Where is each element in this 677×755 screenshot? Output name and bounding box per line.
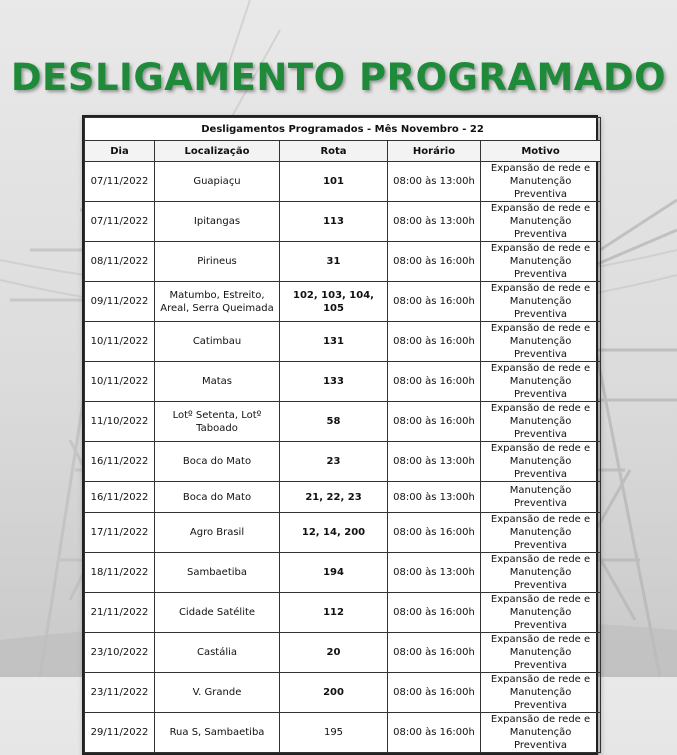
cell-dia: 08/11/2022 <box>85 242 155 282</box>
cell-rota: 194 <box>280 553 388 593</box>
table-row <box>85 482 601 513</box>
table-row <box>85 362 601 402</box>
cell-localizacao: Rua S, Sambaetiba <box>155 713 280 753</box>
page-title: DESLIGAMENTO PROGRAMADO <box>10 56 667 99</box>
cell-localizacao: V. Grande <box>155 673 280 713</box>
table-row <box>85 633 601 673</box>
cell-motivo: Expansão de rede e Manutenção Preventiva <box>481 513 601 553</box>
cell-motivo: Expansão de rede e Manutenção Preventiva <box>481 633 601 673</box>
cell-horario: 08:00 às 16:00h <box>388 673 481 713</box>
table-row <box>85 242 601 282</box>
cell-rota: 21, 22, 23 <box>280 482 388 513</box>
cell-localizacao: Ipitangas <box>155 202 280 242</box>
cell-rota: 12, 14, 200 <box>280 513 388 553</box>
column-header-horario: Horário <box>388 141 481 162</box>
cell-dia: 29/11/2022 <box>85 713 155 753</box>
cell-dia: 16/11/2022 <box>85 442 155 482</box>
cell-rota: 112 <box>280 593 388 633</box>
cell-dia: 17/11/2022 <box>85 513 155 553</box>
cell-motivo: Expansão de rede e Manutenção Preventiva <box>481 202 601 242</box>
cell-localizacao: Lotº Setenta, Lotº Taboado <box>155 402 280 442</box>
cell-dia: 10/11/2022 <box>85 362 155 402</box>
cell-rota: 20 <box>280 633 388 673</box>
cell-horario: 08:00 às 13:00h <box>388 482 481 513</box>
table-row <box>85 202 601 242</box>
cell-dia: 23/11/2022 <box>85 673 155 713</box>
schedule-table <box>82 115 598 755</box>
cell-rota: 101 <box>280 162 388 202</box>
cell-horario: 08:00 às 16:00h <box>388 362 481 402</box>
cell-motivo: Expansão de rede e Manutenção Preventiva <box>481 402 601 442</box>
cell-horario: 08:00 às 16:00h <box>388 633 481 673</box>
cell-horario: 08:00 às 16:00h <box>388 402 481 442</box>
cell-motivo: Expansão de rede e Manutenção Preventiva <box>481 242 601 282</box>
cell-localizacao: Sambaetiba <box>155 553 280 593</box>
cell-localizacao: Boca do Mato <box>155 442 280 482</box>
cell-horario: 08:00 às 13:00h <box>388 202 481 242</box>
cell-localizacao: Cidade Satélite <box>155 593 280 633</box>
cell-horario: 08:00 às 16:00h <box>388 282 481 322</box>
cell-localizacao: Boca do Mato <box>155 482 280 513</box>
cell-horario: 08:00 às 13:00h <box>388 553 481 593</box>
cell-motivo: Expansão de rede e Manutenção Preventiva <box>481 322 601 362</box>
cell-rota: 133 <box>280 362 388 402</box>
cell-rota: 131 <box>280 322 388 362</box>
table-row <box>85 553 601 593</box>
cell-rota: 31 <box>280 242 388 282</box>
cell-rota: 23 <box>280 442 388 482</box>
cell-localizacao: Matas <box>155 362 280 402</box>
cell-dia: 09/11/2022 <box>85 282 155 322</box>
cell-localizacao: Guapiaçu <box>155 162 280 202</box>
cell-motivo: Expansão de rede e Manutenção Preventiva <box>481 282 601 322</box>
column-header-rota: Rota <box>280 141 388 162</box>
cell-motivo: Expansão de rede e Manutenção Preventiva <box>481 162 601 202</box>
cell-dia: 10/11/2022 <box>85 322 155 362</box>
cell-dia: 07/11/2022 <box>85 202 155 242</box>
table-row <box>85 513 601 553</box>
cell-localizacao: Catimbau <box>155 322 280 362</box>
cell-dia: 23/10/2022 <box>85 633 155 673</box>
cell-rota: 200 <box>280 673 388 713</box>
table-row <box>85 673 601 713</box>
column-header-localizacao: Localização <box>155 141 280 162</box>
cell-dia: 07/11/2022 <box>85 162 155 202</box>
column-header-dia: Dia <box>85 141 155 162</box>
cell-rota: 195 <box>280 713 388 753</box>
cell-horario: 08:00 às 13:00h <box>388 162 481 202</box>
cell-motivo: Expansão de rede e Manutenção Preventiva <box>481 553 601 593</box>
cell-horario: 08:00 às 16:00h <box>388 713 481 753</box>
table-row <box>85 282 601 322</box>
cell-horario: 08:00 às 16:00h <box>388 322 481 362</box>
cell-rota: 58 <box>280 402 388 442</box>
cell-dia: 21/11/2022 <box>85 593 155 633</box>
cell-localizacao: Pirineus <box>155 242 280 282</box>
table-header-row <box>85 141 601 162</box>
cell-motivo: Expansão de rede e Manutenção Preventiva <box>481 713 601 753</box>
cell-localizacao: Castália <box>155 633 280 673</box>
cell-horario: 08:00 às 13:00h <box>388 442 481 482</box>
table-row <box>85 402 601 442</box>
cell-motivo: Expansão de rede e Manutenção Preventiva <box>481 362 601 402</box>
table-row <box>85 322 601 362</box>
cell-motivo: Expansão de rede e Manutenção Preventiva <box>481 673 601 713</box>
cell-dia: 11/10/2022 <box>85 402 155 442</box>
cell-dia: 16/11/2022 <box>85 482 155 513</box>
cell-motivo: Manutenção Preventiva <box>481 482 601 513</box>
cell-localizacao: Matumbo, Estreito, Areal, Serra Queimada <box>155 282 280 322</box>
cell-horario: 08:00 às 16:00h <box>388 242 481 282</box>
cell-rota: 113 <box>280 202 388 242</box>
cell-horario: 08:00 às 16:00h <box>388 593 481 633</box>
table-caption: Desligamentos Programados - Mês Novembro - 22 <box>85 118 601 141</box>
table-row <box>85 593 601 633</box>
table-row <box>85 442 601 482</box>
table-row <box>85 162 601 202</box>
cell-localizacao: Agro Brasil <box>155 513 280 553</box>
table-row <box>85 713 601 753</box>
cell-motivo: Expansão de rede e Manutenção Preventiva <box>481 593 601 633</box>
column-header-motivo: Motivo <box>481 141 601 162</box>
cell-horario: 08:00 às 16:00h <box>388 513 481 553</box>
cell-dia: 18/11/2022 <box>85 553 155 593</box>
cell-rota: 102, 103, 104, 105 <box>280 282 388 322</box>
cell-motivo: Expansão de rede e Manutenção Preventiva <box>481 442 601 482</box>
